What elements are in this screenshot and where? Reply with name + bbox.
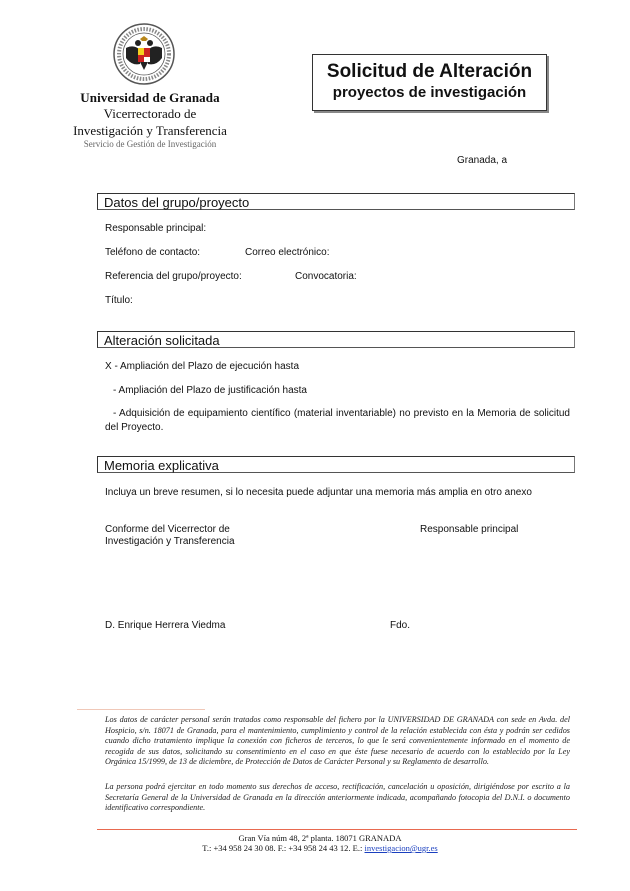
section-heading-datos: Datos del grupo/proyecto [97, 193, 575, 210]
document-title-box [312, 54, 547, 111]
option-adquisicion-equipamiento[interactable]: - Adquisición de equipamiento científico (material inventariable) no previsto en la Memoria de solicitud del Proyecto. [105, 408, 570, 433]
legal-paragraph-2: La persona podrá ejercitar en todo momento sus derechos de acceso, rectificación, cancelación u oposición, dirigiéndose por escrito a la Secretaría General de la Universidad de Granada en la dirección anteriormente indicada, acompañando fotocopia del D.N.I. o documento identificativo correspondiente. [105, 782, 570, 812]
place-date-field[interactable]: Granada, a [457, 155, 508, 166]
option-ampliacion-justificacion[interactable]: - Ampliación del Plazo de justificación hasta [113, 385, 307, 396]
convocatoria-field[interactable]: Convocatoria: [295, 271, 357, 282]
footer-contact [160, 843, 480, 853]
referencia-field[interactable]: Referencia del grupo/proyecto: [105, 271, 242, 282]
document-subtitle: proyectos de investigación [332, 84, 527, 101]
footer-email-link[interactable]: investigacion@ugr.es [364, 843, 438, 853]
telefono-field[interactable]: Teléfono de contacto: [105, 247, 201, 258]
section-heading-alteracion: Alteración solicitada [97, 331, 575, 348]
university-header [60, 90, 240, 150]
memoria-instructions: Incluya un breve resumen, si lo necesita puede adjuntar una memoria más amplia en otro anexo [105, 487, 532, 498]
document-title: Solicitud de Alteración [326, 61, 533, 82]
footer-contact-phones: T.: +34 958 24 30 08. F.: +34 958 24 43 12. E.: [202, 843, 365, 853]
correo-field[interactable]: Correo electrónico: [245, 247, 330, 258]
signature-left-label-line2: Investigación y Transferencia [105, 536, 235, 547]
signature-left-name: D. Enrique Herrera Viedma [105, 620, 226, 631]
responsable-field[interactable]: Responsable principal: [105, 223, 207, 234]
signature-left-label-line1: Conforme del Vicerrector de [105, 524, 230, 535]
footer-address: Gran Vía núm 48, 2ª planta. 18071 GRANADA [238, 833, 402, 843]
section-heading-memoria: Memoria explicativa [97, 456, 575, 473]
signature-right-fdo[interactable]: Fdo. [390, 620, 411, 631]
university-seal-icon [112, 22, 176, 86]
legal-divider [77, 709, 205, 710]
option-ampliacion-ejecucion[interactable]: X - Ampliación del Plazo de ejecución hasta [105, 361, 300, 372]
titulo-field[interactable]: Título: [105, 295, 133, 306]
signature-right-label: Responsable principal [420, 524, 519, 535]
footer-divider [97, 829, 577, 830]
vicerrectorado-line1: Vicerrectorado de [103, 106, 197, 121]
legal-paragraph-1: Los datos de carácter personal serán tratados como responsable del fichero por la UNIVERSIDAD DE GRANADA con sede en Avda. del Hospicio, s/n. 18071 de Granada, para el mantenimiento, cumplimiento y control de la relación establecida con ésta y podrán ser cedidos cuando dicho tratamiento implique la conexión con ficheros de terceros, lo que le será convenientemente informado en el momento de recogida de sus datos, solicitando su consentimiento en el caso en que éste fuese necesario de acuerdo con lo establecido por la Ley Orgánica 15/1999, de 13 de diciembre, de Protección de Datos de Carácter Personal y su Reglamento de desarrollo. [105, 715, 570, 766]
vicerrectorado-line2: Investigación y Transferencia [73, 123, 227, 138]
service-name: Servicio de Gestión de Investigación [83, 139, 217, 149]
university-name: Universidad de Granada [80, 90, 220, 105]
